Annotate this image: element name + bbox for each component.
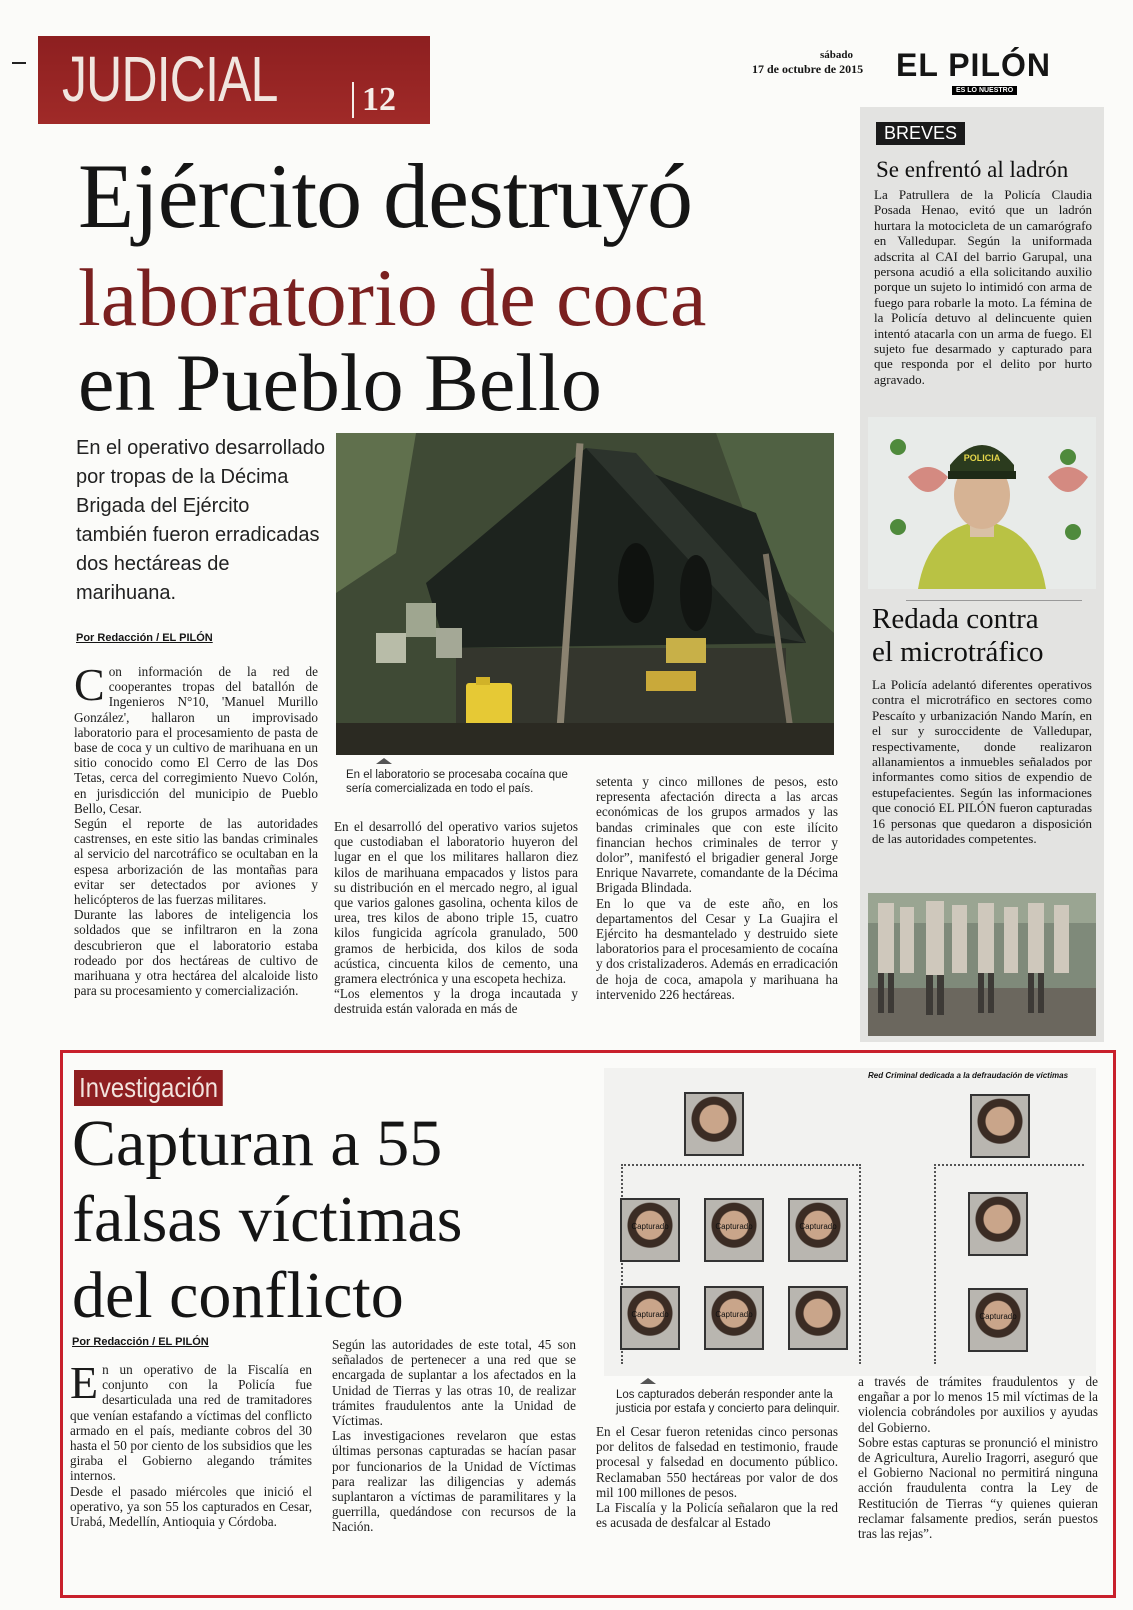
issue-day: sábado — [820, 49, 854, 61]
feature-column-3 — [596, 1424, 838, 1530]
mugshot-label: Capturado — [631, 1310, 669, 1319]
breves-tag: BREVES — [876, 122, 965, 145]
police-officer-photo — [868, 417, 1096, 589]
feature-headline-line-1: Capturan a 55 — [72, 1107, 443, 1180]
mugshot — [704, 1198, 764, 1262]
detainees-illustration — [868, 893, 1096, 1036]
paragraph: on información de la red de cooperantes tropas del batallón de Ingenieros N°10, 'Manuel Murillo González', hallaron un improvisado laboratorio para el procesamiento de pasta de base de coca y un cultivo de marihuana en un sitio conocido como El Cerro de las Dos Tetas, cerca del corregimiento Nuevo Colón, en jurisdicción del municipio de Pueblo Bello, Cesar. — [74, 664, 318, 816]
mugshot — [968, 1192, 1028, 1256]
caption-arrow-icon — [640, 1378, 656, 1384]
lab-photo — [336, 433, 834, 755]
caption-arrow-icon — [376, 758, 392, 764]
paragraph: Desde el pasado miércoles que inició el operativo, ya son 55 los capturados en Cesar, Urabá, Medellín, Antioquia y Córdoba. — [70, 1483, 312, 1530]
paragraph: Durante las labores de inteligencia los soldados que se infiltraron en la zona descubrieron que el laboratorio estaba rodeado por dos hectáreas de cultivo de marihuana y otra hectárea del alcaloide listo para su procesamiento y comercialización. — [74, 907, 318, 999]
brief-2-title-line-2: el microtráfico — [872, 636, 1044, 668]
mugshot-label: Capturado — [715, 1310, 753, 1319]
brief-2-title — [872, 603, 1044, 669]
headline-line-2: laboratorio de coca — [78, 252, 707, 343]
brief-2-title-line-1: Redada contra — [872, 603, 1039, 635]
mugshot-label: Capturado — [799, 1222, 837, 1231]
article-column-2 — [334, 819, 578, 1017]
mugshot — [620, 1198, 680, 1262]
paragraph: setenta y cinco millones de pesos, esto representa afectación directa a las arcas económicas de los grupos armados y las bandas criminales que con este ilícito financian hechos criminales de terror y dolor”, manifestó el brigadier general Jorge Enrique Navarrete, comandante de la Décima Brigada Blindada. — [596, 774, 838, 896]
brief-1-body: La Patrullera de la Policía Claudia Posada Henao, evitó que un ladrón hurtara la motocicleta de un camarógrafo en Valledupar. Según la uniformada adscrita al CAI del barrio Garupal, una persona acudió a ella solicitando auxilio porque un sujeto lo intimidó con arma de fuego para robarle la moto. La fémina de la Policía detuvo al delincuente quien intentó atacarla con un arma de fuego. El sujeto fue desarmado y capturado para que responda por el delito por hurto agravado. — [874, 187, 1092, 387]
article-column-3 — [596, 774, 838, 1002]
sidebar-divider — [906, 600, 1082, 601]
paragraph: Según las autoridades de este total, 45 son señalados de pertenecer a una red que se encargada de suplantar a los afectados en la Unidad de Tierras y las otras 10, de realizar trámites fraudulentos ante la Unidad de Víctimas. — [332, 1337, 576, 1429]
paragraph: Según el reporte de las autoridades castrenses, en este sitio las bandas criminales al servicio del narcotráfico se ocultaban en la espesa arborización de las montañas para evitar ser detectados por aviones y helicópteros de las fuerzas militares. — [74, 816, 318, 908]
article-byline: Por Redacción / EL PILÓN — [76, 632, 213, 644]
paragraph: Sobre estas capturas se pronunció el ministro de Agricultura, Aurelio Iragorri, aseguró que el Gobierno Nacional no permitirá ninguna acción fraudulenta contra la Ley de Restitución de Tierras “y quienes quieran reclamar falsamente predios, serán puestos tras las rejas”. — [858, 1434, 1098, 1542]
drop-cap: C — [74, 659, 105, 710]
investigation-tag: Investigación — [74, 1070, 223, 1106]
feature-byline: Por Redacción / EL PILÓN — [72, 1336, 209, 1348]
lab-photo-illustration — [336, 433, 834, 755]
feature-headline-line-3: del conflicto — [72, 1259, 404, 1332]
margin-mark — [12, 62, 26, 64]
headline-line-3: en Pueblo Bello — [78, 337, 602, 428]
section-title: JUDICIAL — [62, 43, 278, 115]
mugshot — [788, 1198, 848, 1262]
logo-tagline: ES LO NUESTRO — [952, 86, 1017, 95]
chart-caption: Los capturados deberán responder ante la justicia por estafa y concierto para delinquir. — [616, 1389, 840, 1415]
chart-title: Red Criminal dedicada a la defraudación de víctimas — [868, 1071, 1069, 1080]
issue-date: 17 de octubre de 2015 — [752, 62, 864, 76]
paragraph: En lo que va de este año, en los departamentos del Cesar y La Guajira el Ejército ha desmantelado y destruido siete laboratorios para el procesamiento de cocaína y dos cristalizaderos. Además en erradicación de hoja de coca, amapola y marihuana ha intervenido 226 hectáreas. — [596, 895, 838, 1002]
paragraph: a través de trámites fraudulentos y de engañar a por lo menos 15 mil víctimas de la violencia cobrándoles por auxilios y ayudas del Gobierno. — [858, 1374, 1098, 1435]
cap-label: POLICIA — [963, 453, 1001, 463]
article-lede: En el operativo desarrollado por tropas de la Décima Brigada del Ejército también fueron erradicadas dos hectáreas de marihuana. — [76, 437, 326, 604]
detainees-photo — [868, 893, 1096, 1036]
mugshot — [968, 1288, 1028, 1352]
paragraph: “Los elementos y la droga incautada y destruida están valorada en más de — [334, 986, 578, 1017]
police-officer-illustration — [868, 417, 1096, 589]
lab-photo-caption: En el laboratorio se procesaba cocaína que sería comercializada en todo el país. — [346, 769, 568, 795]
paragraph: n un operativo de la Fiscalía en conjunto con la Policía fue desarticulada una red de tramitadores que venían estafando a víctimas del conflicto armado en el país, mediante cobros del 30 hasta el 50 por ciento de los subsidios que les giraba el Gobierno alegando trámites internos. — [70, 1362, 312, 1484]
mugshot — [788, 1286, 848, 1350]
mugshot — [704, 1286, 764, 1350]
mugshot-label: Capturado — [715, 1222, 753, 1231]
feature-column-1 — [70, 1357, 312, 1530]
mugshot-label: Capturado — [631, 1222, 669, 1231]
mugshot — [620, 1286, 680, 1350]
headline-line-1: Ejército destruyó — [78, 145, 693, 247]
brief-2-body: La Policía adelantó diferentes operativos contra el microtráfico en sectores como Pescaíto y urbanización Nando Marín, en el sur y suroccidente de Valledupar, respectivamente, donde realizaron allanamientos a inmuebles señalados por informantes como sitios de expendio de estupefacientes. Según las informaciones que conoció EL PILÓN fueron capturadas 16 personas que quedaron a disposición de las autoridades competentes. — [872, 677, 1092, 847]
paragraph: La Fiscalía y la Policía señalaron que la red es acusada de desfalcar al Estado — [596, 1500, 838, 1531]
paragraph: En el desarrolló del operativo varios sujetos que custodiaban el laboratorio huyeron del lugar en el que los militares hallaron diez kilos de marihuana empacados y listos para su distribución en el mercado negro, al igual que varios galones gasolina, ochenta kilos de urea, tres kilos de abono triple 15, cuatro kilos fungicida agrícola granulado, 500 gramos de herbicida, dos kilos de soda acústica, cincuenta kilos de cemento, una gramera electrónica y una escopeta hechiza. — [334, 819, 578, 987]
paragraph: Las investigaciones revelaron que estas últimas personas capturadas se hacían pasar por funcionarios de la Unidad de Víctimas para realizar las diligencias y además suplantaron a víctimas de paramilitares y la guerrilla, quedándose con recursos de la Nación. — [332, 1428, 576, 1535]
mugshot-label: Capturado — [979, 1312, 1017, 1321]
feature-column-2 — [332, 1337, 576, 1535]
criminal-network-chart — [604, 1068, 1096, 1376]
mugshot — [970, 1094, 1030, 1158]
paragraph: En el Cesar fueron retenidas cinco personas por delitos de falsedad en testimonio, fraude procesal y falsedad en documento público. Reclamaban 550 hectáreas por valor de dos mil 100 millones de pesos. — [596, 1424, 838, 1500]
article-column-1 — [74, 659, 318, 999]
drop-cap: E — [70, 1357, 99, 1408]
newspaper-logo: EL PILÓN — [896, 47, 1051, 83]
mugshot — [684, 1092, 744, 1156]
page-number: 12 — [352, 82, 396, 118]
feature-column-4 — [858, 1374, 1098, 1541]
brief-1-title: Se enfrentó al ladrón — [876, 157, 1069, 182]
feature-headline-line-2: falsas víctimas — [72, 1183, 463, 1256]
